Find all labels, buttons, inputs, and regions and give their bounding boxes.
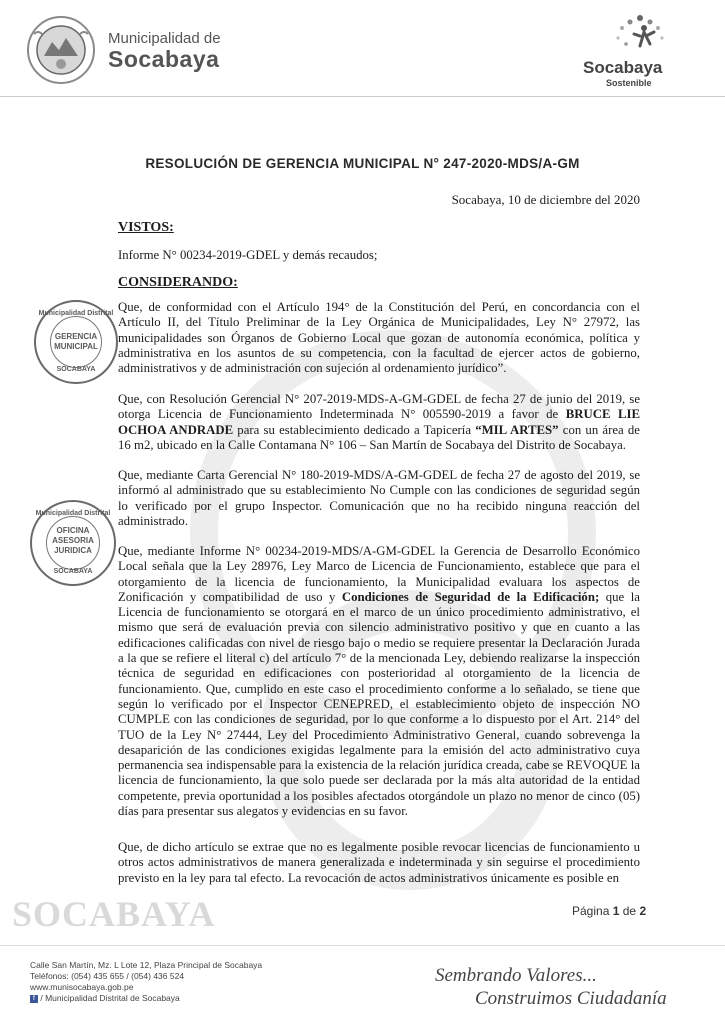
paragraph-2-part-c: con un área de 16 m2, ubicado en la Calle Contamana N° 106 – San Martín de Socabaya del Distrito de Socabaya.: [118, 422, 640, 452]
slogan-line2: Construimos Ciudadanía: [475, 988, 667, 1009]
footer-website[interactable]: www.munisocabaya.gob.pe: [30, 982, 134, 992]
header-divider: [0, 96, 725, 97]
page-indicator: [572, 904, 646, 918]
footer-contact: [30, 960, 262, 1004]
municipal-shield-icon: [26, 12, 96, 88]
paragraph-4: [118, 544, 640, 819]
letterhead: [0, 0, 725, 100]
stamp1-center-line1: GERENCIA: [54, 332, 98, 341]
stamp2-center-line2: ASESORIA: [52, 536, 94, 545]
vistos-heading: VISTOS:: [118, 220, 174, 235]
stamp1-arc-bottom: SOCABAYA: [56, 366, 96, 373]
page-label: Página: [572, 904, 610, 918]
stamp-gerencia-municipal: [34, 300, 118, 384]
paragraph-4-part-a: Que, mediante Informe N° 00234-2019-MDS/A-GM-GDEL la Gerencia de Desarrollo Económico Local señala que la Ley 28976, Ley Marco de Licencia de Funcionamiento, establece que para el otorgamiento de la licencia de funcionamiento, la Municipalidad evaluara los aspectos de Zonificación y compatibilidad de uso y: [118, 544, 640, 604]
stamp1-arc-top: Municipalidad Distrital: [38, 310, 114, 317]
safety-conditions-emphasis: Condiciones de Seguridad de la Edificación;: [341, 589, 600, 604]
facebook-icon: f: [30, 995, 38, 1003]
stamp2-arc-bottom: SOCABAYA: [53, 568, 93, 575]
paragraph-3: Que, mediante Carta Gerencial N° 180-2019-MDS/A-GM-GDEL de fecha 27 de agosto del 2019, se informó al administrado que su establecimiento No Cumple con las condiciones de seguridad según lo verificado por el grupo Inspector. Comunicación que no ha recibido ninguna reacción del administrado.: [118, 468, 640, 528]
municipality-name-line2: Socabaya: [108, 46, 220, 72]
brand-subtitle: Sostenible: [606, 78, 652, 88]
paragraph-2: [118, 392, 640, 453]
stamp2-arc-top: Municipalidad Distrital: [35, 510, 111, 517]
vistos-text: Informe N° 00234-2019-GDEL y demás recaudos;: [118, 248, 378, 262]
resolution-title: RESOLUCIÓN DE GERENCIA MUNICIPAL N° 247-2020-MDS/A-GM: [145, 156, 580, 171]
brand-name: Socabaya: [583, 58, 663, 77]
municipality-name-line1: Municipalidad de: [108, 30, 221, 47]
document-date: Socabaya, 10 de diciembre del 2020: [451, 192, 640, 207]
footer-facebook-label: / Municipalidad Distrital de Socabaya: [40, 993, 180, 1003]
paragraph-5: Que, de dicho artículo se extrae que no es legalmente posible revocar licencias de funcionamiento u otros actos administrativos de manera generalizada e indeterminada y sin seguirse el procedimiento previsto en la ley para tal efecto. La revocación de actos administrativos únicamente es posible en: [118, 840, 640, 885]
paragraph-1: Que, de conformidad con el Artículo 194° de la Constitución del Perú, en concordancia con el Artículo II, del Título Preliminar de la Ley Orgánica de Municipalidades, Ley N° 27972, las municipalidades son Órganos de Gobierno Local que gozan de autonomía económica, política y administrativa en los asuntos de su competencia, con la facultad de ejercer actos de gobierno, administrativos y de administración con sujeción al ordenamiento jurídico”.: [118, 300, 640, 376]
page-total: 2: [639, 904, 647, 918]
page-current: 1: [612, 904, 620, 918]
applicant-name: BRUCE LIE OCHOA ANDRADE: [118, 407, 640, 437]
stamp2-center-line1: OFICINA: [56, 526, 90, 535]
footer-watermark-text: SOCABAYA: [12, 894, 216, 934]
considerando-heading: CONSIDERANDO:: [118, 275, 238, 290]
business-name: “MIL ARTES”: [475, 422, 559, 437]
stamp2-center-line3: JURIDICA: [54, 546, 92, 555]
paragraph-2-part-a: Que, con Resolución Gerencial N° 207-2019-MDS-A-GM-GDEL de fecha 27 de junio del 2019, se otorga Licencia de Funcionamiento Indeterminada N° 005590-2019 a favor de: [118, 392, 640, 422]
sustainability-figures-icon: [600, 10, 680, 60]
stamp-asesoria-juridica: [30, 500, 116, 586]
paragraph-4-part-b: que la Licencia de funcionamiento se otorgará en el marco de un único procedimiento administrativo, el mismo que será de evaluación previa con silencio administrativo positivo y que en cuanto a las edificaciones calificadas con nivel de riesgo bajo o medio se requiere presentar la Declaración Jurada a la que se refiere el literal c) del artículo 7° de la mencionada Ley, debiendo realizarse la inspección técnica de seguridad en edificaciones con posterioridad al otorgamiento de la licencia de funcionamiento. Que, cumplido en este caso el procedimiento conforme a lo señalado, se tiene que según lo verificado por el Inspector CENEPRED, el establecimiento objeto de inspección NO CUMPLE con las condiciones de seguridad, por lo que conforme a lo dispuesto por el Art. 214° del TUO de la Ley N° 27444, Ley del Procedimiento Administrativo General, cuando sobrevenga la desaparición de las condiciones exigidas legalmente para la emisión del acto administrativo cuya permanencia sea indispensable para la existencia de la relación jurídica creada, cabe se REVOQUE la licencia de funcionamiento, la que solo puede ser declarada por la más alta autoridad de la entidad competente, previa oportunidad a los posibles afectados otorgándole un plazo no menor de cinco (05) días para presentar sus alegatos y evidencias en su favor.: [118, 589, 640, 819]
slogan-line1: Sembrando Valores...: [435, 965, 597, 986]
footer-divider: [0, 945, 725, 946]
paragraph-2-part-b: para su establecimiento dedicado a Tapicería: [233, 422, 476, 437]
footer-phones: Teléfonos: (054) 435 655 / (054) 436 524: [30, 971, 185, 981]
footer-address: Calle San Martín, Mz. L Lote 12, Plaza Principal de Socabaya: [30, 960, 263, 970]
stamp1-center-line2: MUNICIPAL: [54, 342, 98, 351]
footer-facebook[interactable]: [30, 993, 262, 1004]
page-of: de: [622, 904, 637, 918]
